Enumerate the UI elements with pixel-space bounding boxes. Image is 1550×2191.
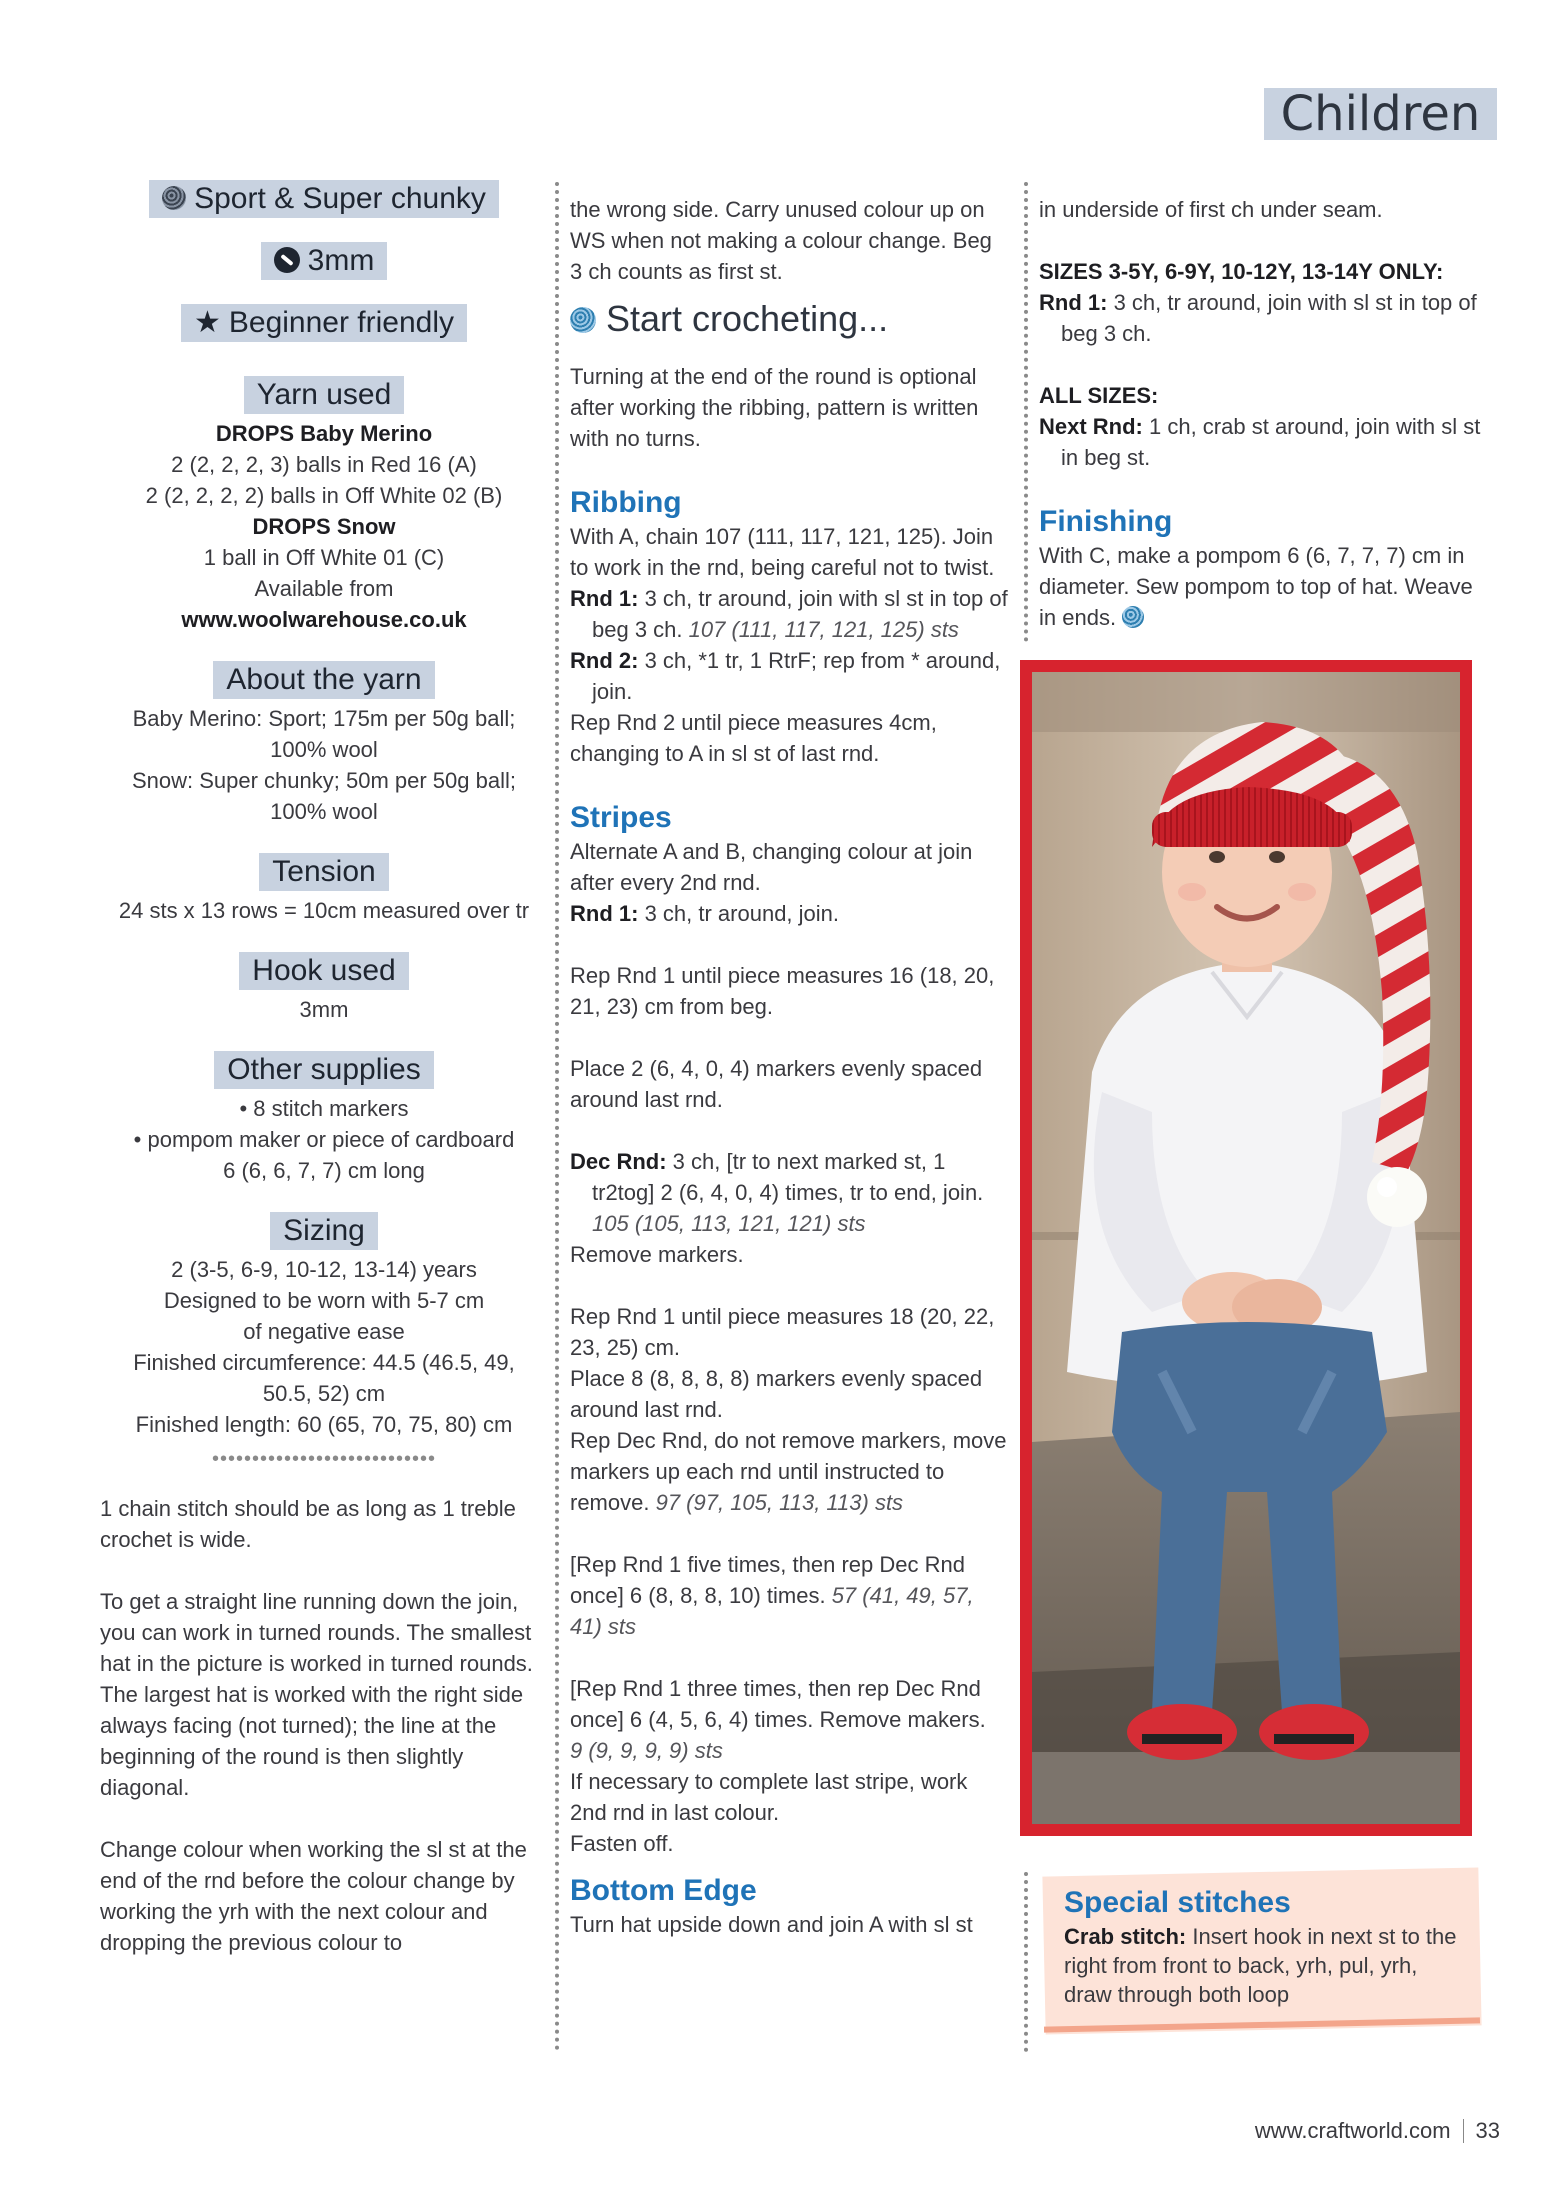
finishing-heading: Finishing	[1039, 505, 1173, 538]
tension-heading: Tension	[259, 853, 388, 891]
ribbing-rnd2	[570, 645, 1010, 707]
tension-text: 24 sts x 13 rows = 10cm measured over tr	[118, 898, 530, 923]
repeat-five	[570, 1549, 1010, 1642]
ribbing-repeat: Rep Rnd 2 until piece measures 4cm, changing to A in sl st of last rnd.	[570, 710, 937, 766]
about-yarn-section	[100, 661, 548, 827]
star-icon: ★	[193, 306, 221, 339]
rnd-text: 3 ch, tr around, join.	[638, 901, 840, 926]
finishing-text	[1039, 540, 1489, 633]
repeat-dec-text: Rep Dec Rnd, do not remove markers, move markers up each rnd until instructed to remove.	[570, 1428, 1007, 1515]
stripes-repeat-2: Rep Rnd 1 until piece measures 18 (20, 22, 23, 25) cm.	[570, 1304, 995, 1360]
supply-item-2: • pompom maker or piece of cardboard	[133, 1127, 515, 1152]
rnd-label: Rnd 1:	[1039, 290, 1108, 315]
tension-section	[100, 853, 548, 926]
complete-stripe: If necessary to complete last stripe, work 2nd rnd in last colour.	[570, 1769, 968, 1825]
note-turned-rounds: To get a straight line running down the join, you can work in turned rounds. The smallest hat in the picture is worked in turned rounds. The largest hat is worked with the right side always facing (not turned); the line at the beginning of the round is then slightly diagonal.	[100, 1589, 533, 1800]
ribbing-heading: Ribbing	[570, 486, 682, 519]
remove-markers: Remove markers.	[570, 1242, 744, 1267]
rnd-text: 3 ch, *1 tr, 1 RtrF; rep from * around, join.	[592, 648, 1001, 704]
rnd-label: Dec Rnd:	[570, 1149, 667, 1174]
footer-url[interactable]: www.craftworld.com	[1254, 2118, 1451, 2143]
other-supplies-section	[100, 1051, 548, 1186]
yarn-weight-tag	[149, 180, 499, 218]
about-line-3: Snow: Super chunky; 50m per 50g ball;	[131, 768, 516, 793]
dec-rnd	[570, 1146, 1010, 1239]
hook-size-row	[100, 242, 548, 280]
ribbing-rnd1	[570, 583, 1010, 645]
other-supplies-heading: Other supplies	[214, 1051, 433, 1089]
place-markers-8: Place 8 (8, 8, 8, 8) markers evenly spaced around last rnd.	[570, 1366, 983, 1422]
column-separator-2	[1024, 182, 1028, 642]
yarn-weight-row	[100, 180, 548, 218]
about-yarn-heading: About the yarn	[213, 661, 434, 699]
yarn-brand-2: DROPS Snow	[252, 514, 396, 539]
yarn-line-1: 2 (2, 2, 2, 3) balls in Red 16 (A)	[171, 452, 477, 477]
materials-column	[100, 180, 548, 1989]
note-colour-change: Change colour when working the sl st at the end of the rnd before the colour change by working the yrh with the next colour and dropping the previous colour to	[100, 1837, 527, 1955]
stitch-count: 9 (9, 9, 9, 9) sts	[570, 1738, 723, 1763]
rnd-label: Next Rnd:	[1039, 414, 1143, 439]
crab-stitch-body: Insert hook in next st to the right from front to back, yrh, pul, yrh, draw through both loop	[1064, 1924, 1457, 2007]
footer-divider	[1463, 2119, 1464, 2143]
repeat-three: [Rep Rnd 1 three times, then rep Dec Rnd once] 6 (4, 5, 6, 4) times. Remove makers.	[570, 1676, 986, 1732]
yarn-line-3: 1 ball in Off White 01 (C)	[203, 545, 445, 570]
hook-used-section	[100, 952, 548, 1025]
yarn-used-heading: Yarn used	[244, 376, 405, 414]
sizing-line-4: Finished circumference: 44.5 (46.5, 49,	[133, 1350, 515, 1375]
turning-note: Turning at the end of the round is optional after working the ribbing, pattern is written with no turns.	[570, 364, 979, 451]
col2-intro: the wrong side. Carry unused colour up on WS when not making a colour change. Beg 3 ch counts as first st.	[570, 197, 992, 284]
about-line-1: Baby Merino: Sport; 175m per 50g ball;	[132, 706, 516, 731]
sizing-heading: Sizing	[270, 1212, 378, 1250]
yarn-weight-label: Sport & Super chunky	[194, 182, 486, 215]
special-stitches-heading: Special stitches	[1064, 1886, 1291, 1919]
column-separator-1	[555, 182, 559, 2052]
hook-used-text: 3mm	[299, 997, 349, 1022]
all-sizes-heading: ALL SIZES:	[1039, 383, 1159, 408]
col3-intro: in underside of first ch under seam.	[1039, 197, 1383, 222]
rnd-label: Rnd 1:	[570, 586, 639, 611]
about-line-4: 100% wool	[270, 799, 378, 824]
stripes-repeat-1: Rep Rnd 1 until piece measures 16 (18, 20, 21, 23) cm from beg.	[570, 963, 995, 1019]
page-number: 33	[1475, 2118, 1500, 2143]
column-separator-3	[1024, 1872, 1028, 2052]
special-stitches-content	[1064, 1886, 1464, 2009]
bottom-edge-heading: Bottom Edge	[570, 1874, 757, 1907]
stripes-text: Alternate A and B, changing colour at join after every 2nd rnd.	[570, 839, 973, 895]
page-footer	[1180, 2118, 1500, 2144]
supplier-link[interactable]: www.woolwarehouse.co.uk	[181, 607, 467, 632]
hook-icon	[274, 247, 300, 273]
rnd-label: Rnd 2:	[570, 648, 639, 673]
start-crocheting-heading	[570, 297, 1010, 341]
yarn-line-2: 2 (2, 2, 2, 2) balls in Off White 02 (B)	[145, 483, 503, 508]
yarn-ball-icon	[162, 186, 186, 210]
stitch-count: 107 (111, 117, 121, 125) sts	[688, 617, 959, 642]
skill-tag	[181, 304, 467, 342]
stitch-count: 57 (41, 49, 57, 41) sts	[570, 1583, 974, 1639]
sizes-rnd1	[1039, 287, 1489, 349]
stripes-heading: Stripes	[570, 801, 672, 834]
yarn-used-section	[100, 376, 548, 635]
skill-label: Beginner friendly	[228, 306, 455, 339]
sizes-heading: SIZES 3-5Y, 6-9Y, 10-12Y, 13-14Y ONLY:	[1039, 259, 1444, 284]
sizing-line-2: Designed to be worn with 5-7 cm	[163, 1288, 485, 1313]
sizing-line-3: of negative ease	[243, 1319, 405, 1344]
next-rnd	[1039, 411, 1489, 473]
rnd-label: Rnd 1:	[570, 901, 639, 926]
yarn-ball-icon	[570, 307, 596, 333]
instructions-column	[570, 194, 1010, 1940]
note-chain-length: 1 chain stitch should be as long as 1 treble crochet is wide.	[100, 1496, 516, 1552]
hook-size-tag	[261, 242, 388, 280]
yarn-brand-1: DROPS Baby Merino	[215, 421, 433, 446]
stitch-count: 97 (97, 105, 113, 113) sts	[655, 1490, 904, 1515]
finishing-column	[1039, 194, 1489, 633]
about-line-2: 100% wool	[270, 737, 378, 762]
hook-used-heading: Hook used	[239, 952, 408, 990]
sizing-line-6: Finished length: 60 (65, 70, 75, 80) cm	[135, 1412, 513, 1437]
rnd-text: 3 ch, tr around, join with sl st in top of beg 3 ch.	[1061, 290, 1477, 346]
supply-item-1: • 8 stitch markers	[239, 1096, 409, 1121]
sizing-line-5: 50.5, 52) cm	[262, 1381, 386, 1406]
stripes-rnd1	[570, 898, 1010, 929]
place-markers-2: Place 2 (6, 4, 0, 4) markers evenly spaced around last rnd.	[570, 1056, 983, 1112]
skill-row	[100, 304, 548, 342]
crab-stitch-text	[1064, 1922, 1464, 2009]
ribbing-text: With A, chain 107 (111, 117, 121, 125). Join to work in the rnd, being careful not to twist.	[570, 524, 995, 580]
start-crocheting-label: Start crocheting...	[606, 298, 889, 339]
rnd-text: 1 ch, crab st around, join with sl st in beg st.	[1061, 414, 1481, 470]
fasten-off: Fasten off.	[570, 1831, 674, 1856]
supply-item-3: 6 (6, 6, 7, 7) cm long	[223, 1158, 425, 1183]
photo-child-elf-hat	[1032, 672, 1460, 1824]
finishing-text-body: With C, make a pompom 6 (6, 7, 7, 7) cm in diameter. Sew pompom to top of hat. Weave in ends.	[1039, 543, 1473, 630]
yarn-ball-icon	[1122, 606, 1144, 628]
hook-size-label: 3mm	[307, 244, 375, 277]
stitch-count: 105 (105, 113, 121, 121) sts	[592, 1211, 866, 1236]
repeat-five-text: [Rep Rnd 1 five times, then rep Dec Rnd once] 6 (8, 8, 8, 10) times.	[570, 1552, 965, 1608]
dotted-divider: ••••••••••••••••••••••••••••	[211, 1448, 437, 1470]
sizing-section	[100, 1212, 548, 1440]
bottom-edge-text: Turn hat upside down and join A with sl st	[570, 1912, 973, 1937]
repeat-dec	[570, 1425, 1010, 1518]
crab-stitch-label: Crab stitch:	[1064, 1924, 1187, 1949]
sizing-line-1: 2 (3-5, 6-9, 10-12, 13-14) years	[171, 1257, 477, 1282]
rnd-text: 3 ch, tr around, join with sl st in top of beg 3 ch.	[592, 586, 1008, 642]
section-tab: Children	[1264, 88, 1497, 140]
yarn-line-4: Available from	[254, 576, 394, 601]
rnd-text: 3 ch, [tr to next marked st, 1 tr2tog] 2 (6, 4, 0, 4) times, tr to end, join.	[592, 1149, 984, 1205]
